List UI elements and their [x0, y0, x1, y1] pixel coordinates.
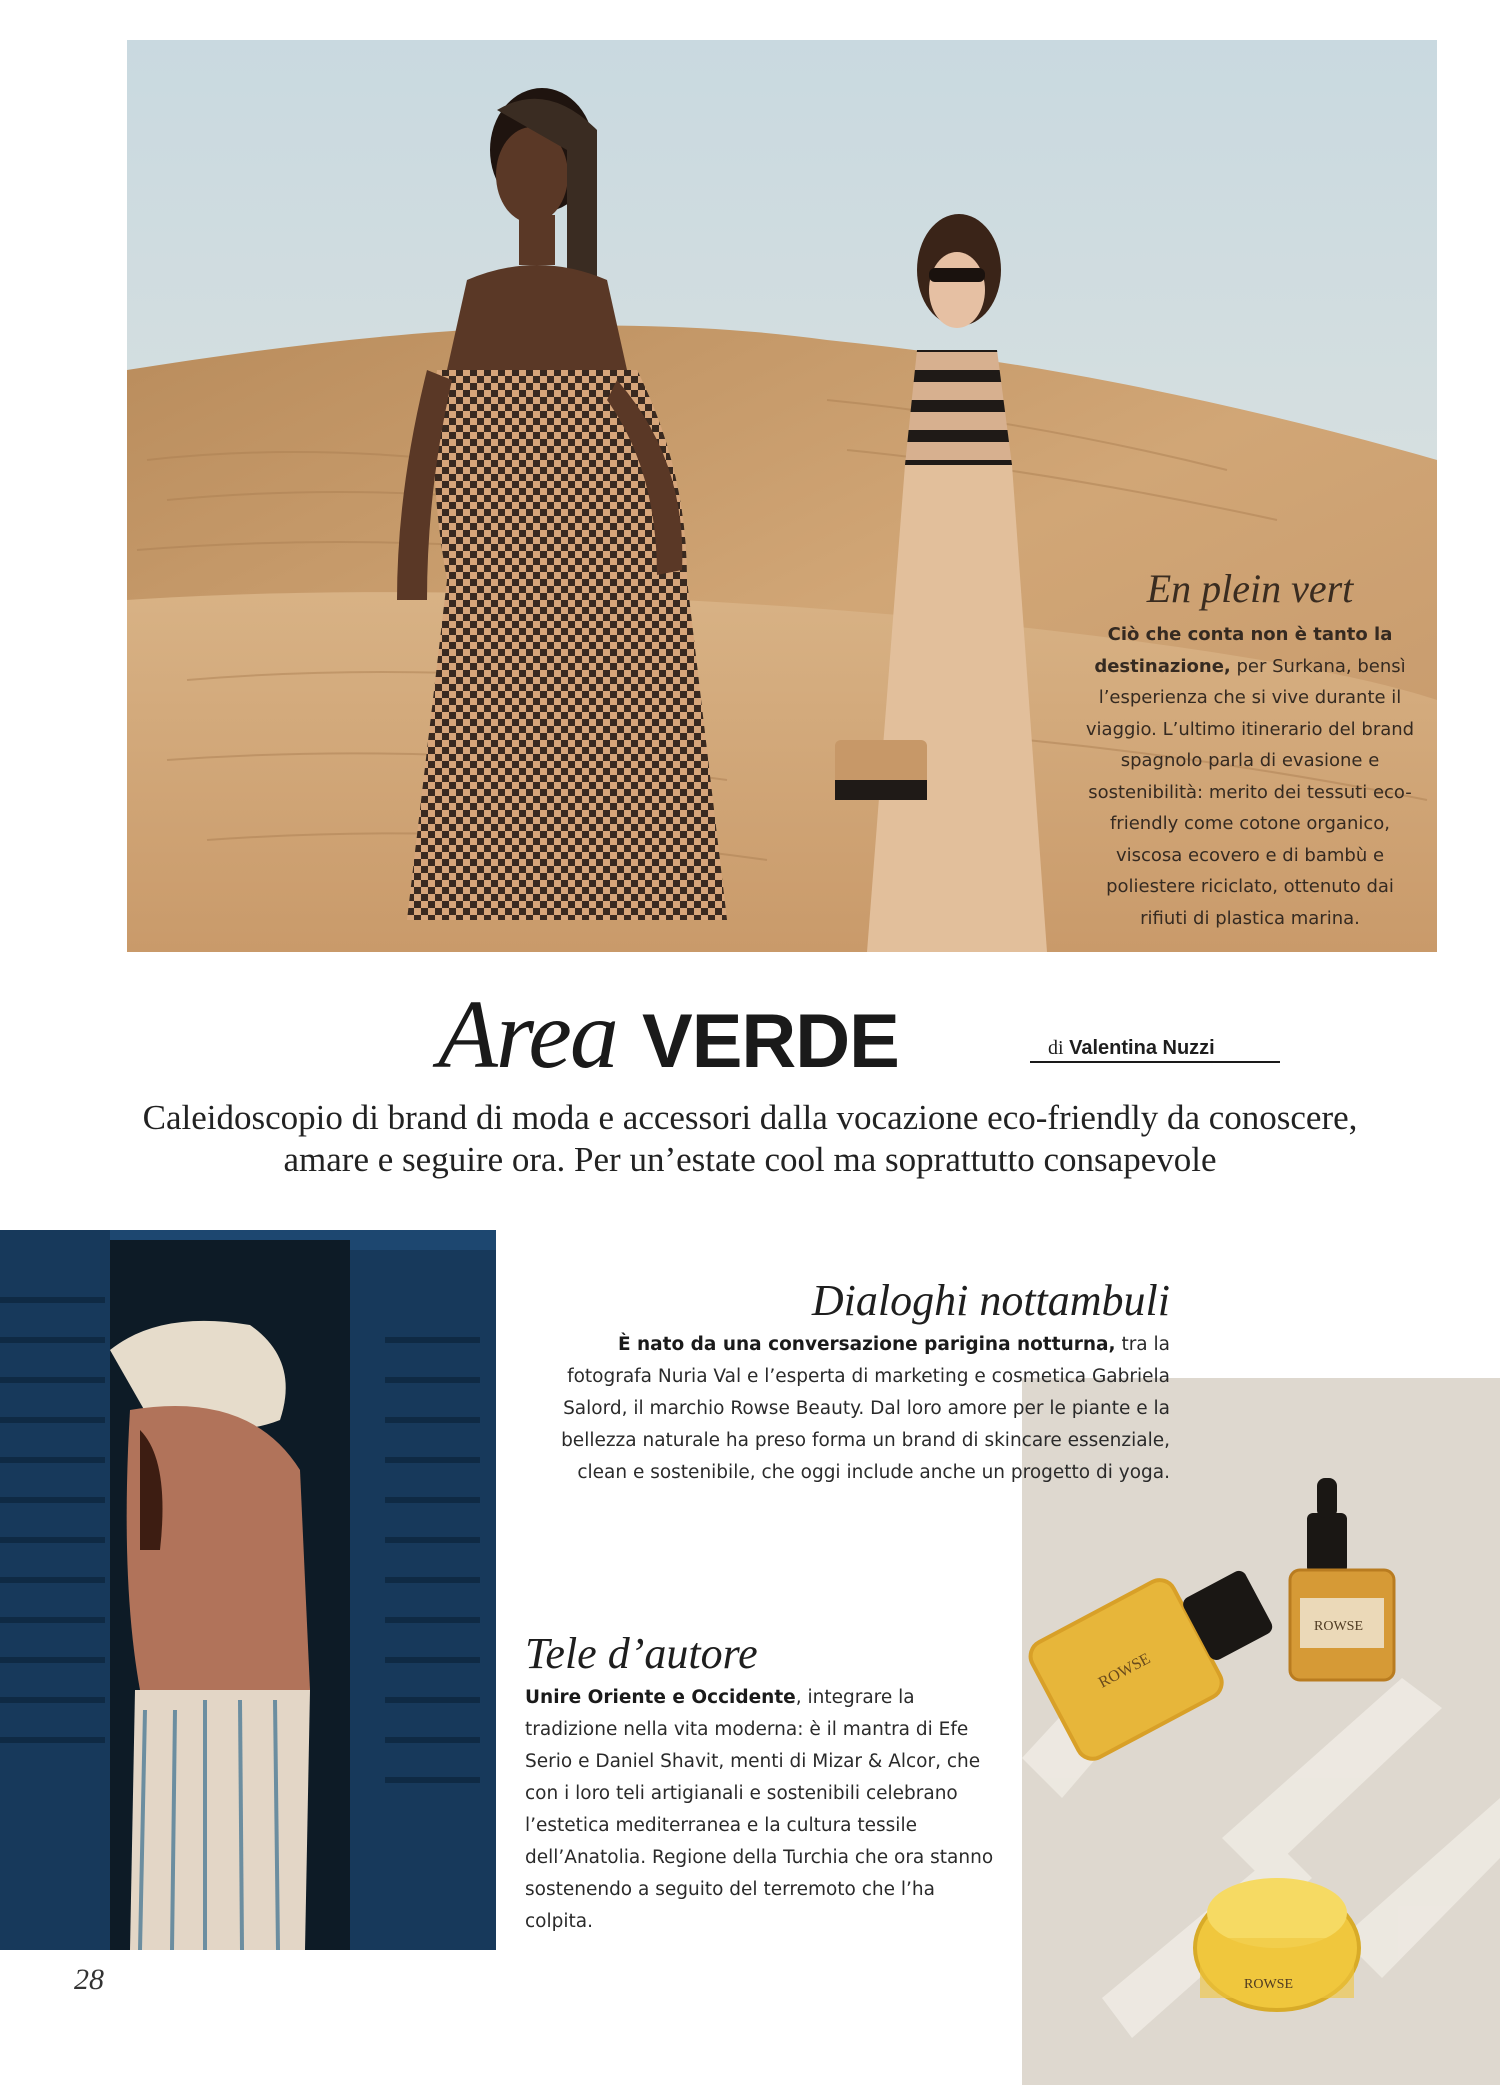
article-dialoghi-title: Dialoghi nottambuli	[811, 1276, 1170, 1325]
caption-lead: Ciò che conta non è tanto la destinazione,	[1094, 624, 1393, 677]
article-dialoghi	[560, 1275, 1170, 1489]
caption-title: En plein vert	[1146, 566, 1354, 611]
bottle-label-dropper: ROWSE	[1314, 1619, 1363, 1634]
caption-text: per Surkana, bensì l’esperienza che si vive durante il viaggio. L’ultimo itinerario del brand spagnolo parla di evasione e sostenibilità: merito dei tessuti eco-friendly come cotone organico, viscosa ecovero e di bambù e poliestere riciclato, ottenuto dai rifiuti di plastica marina.	[1085, 655, 1415, 929]
byline	[1030, 1035, 1280, 1063]
title-light: Area	[438, 981, 617, 1089]
balm-jar	[1195, 1878, 1359, 2010]
jar-label: ROWSE	[1244, 1977, 1293, 1992]
caption-body	[1080, 619, 1420, 934]
article-tele	[525, 1628, 995, 1938]
title-bold: VERDE	[642, 999, 899, 1084]
article-tele-text: , integrare la tradizione nella vita moderna: è il mantra di Efe Serio e Daniel Shavit, menti di Mizar & Alcor, che con i loro teli artigianali e sostenibili celebrano l’estetica mediterranea e la cultura tessile dell’Anatolia. Regione della Turchia che ora stanno sostenendo a seguito del terremoto che l’ha colpita.	[525, 1687, 994, 1932]
article-dialoghi-lead: È nato da una conversazione parigina notturna,	[617, 1334, 1116, 1355]
hero-caption	[1080, 565, 1420, 934]
byline-prefix: di	[1048, 1037, 1064, 1059]
headline	[0, 981, 1500, 1095]
bottle-label-large: ROWSE	[1095, 1650, 1154, 1692]
subtitle: Caleidoscopio di brand di moda e accessori dalla vocazione eco-friendly da conoscere, amare e seguire ora. Per un’estate cool ma soprattutto consapevole	[142, 1098, 1358, 1179]
page-number: 28	[74, 1963, 104, 1996]
article-dialoghi-body	[560, 1329, 1170, 1489]
article-dialoghi-text: tra la fotografa Nuria Val e l’esperta di marketing e cosmetica Gabriela Salord, il marchio Rowse Beauty. Dal loro amore per le piante e la bellezza naturale ha preso forma un brand di skincare essenziale, clean e sostenibile, che oggi include anche un progetto di yoga.	[561, 1334, 1170, 1483]
blue-door-scene-illustration	[0, 1230, 496, 1950]
door-photo	[0, 1230, 496, 1950]
byline-author: Valentina Nuzzi	[1069, 1037, 1215, 1059]
article-tele-title: Tele d’autore	[525, 1629, 758, 1678]
article-tele-body	[525, 1682, 995, 1938]
article-tele-lead: Unire Oriente e Occidente	[525, 1687, 796, 1708]
